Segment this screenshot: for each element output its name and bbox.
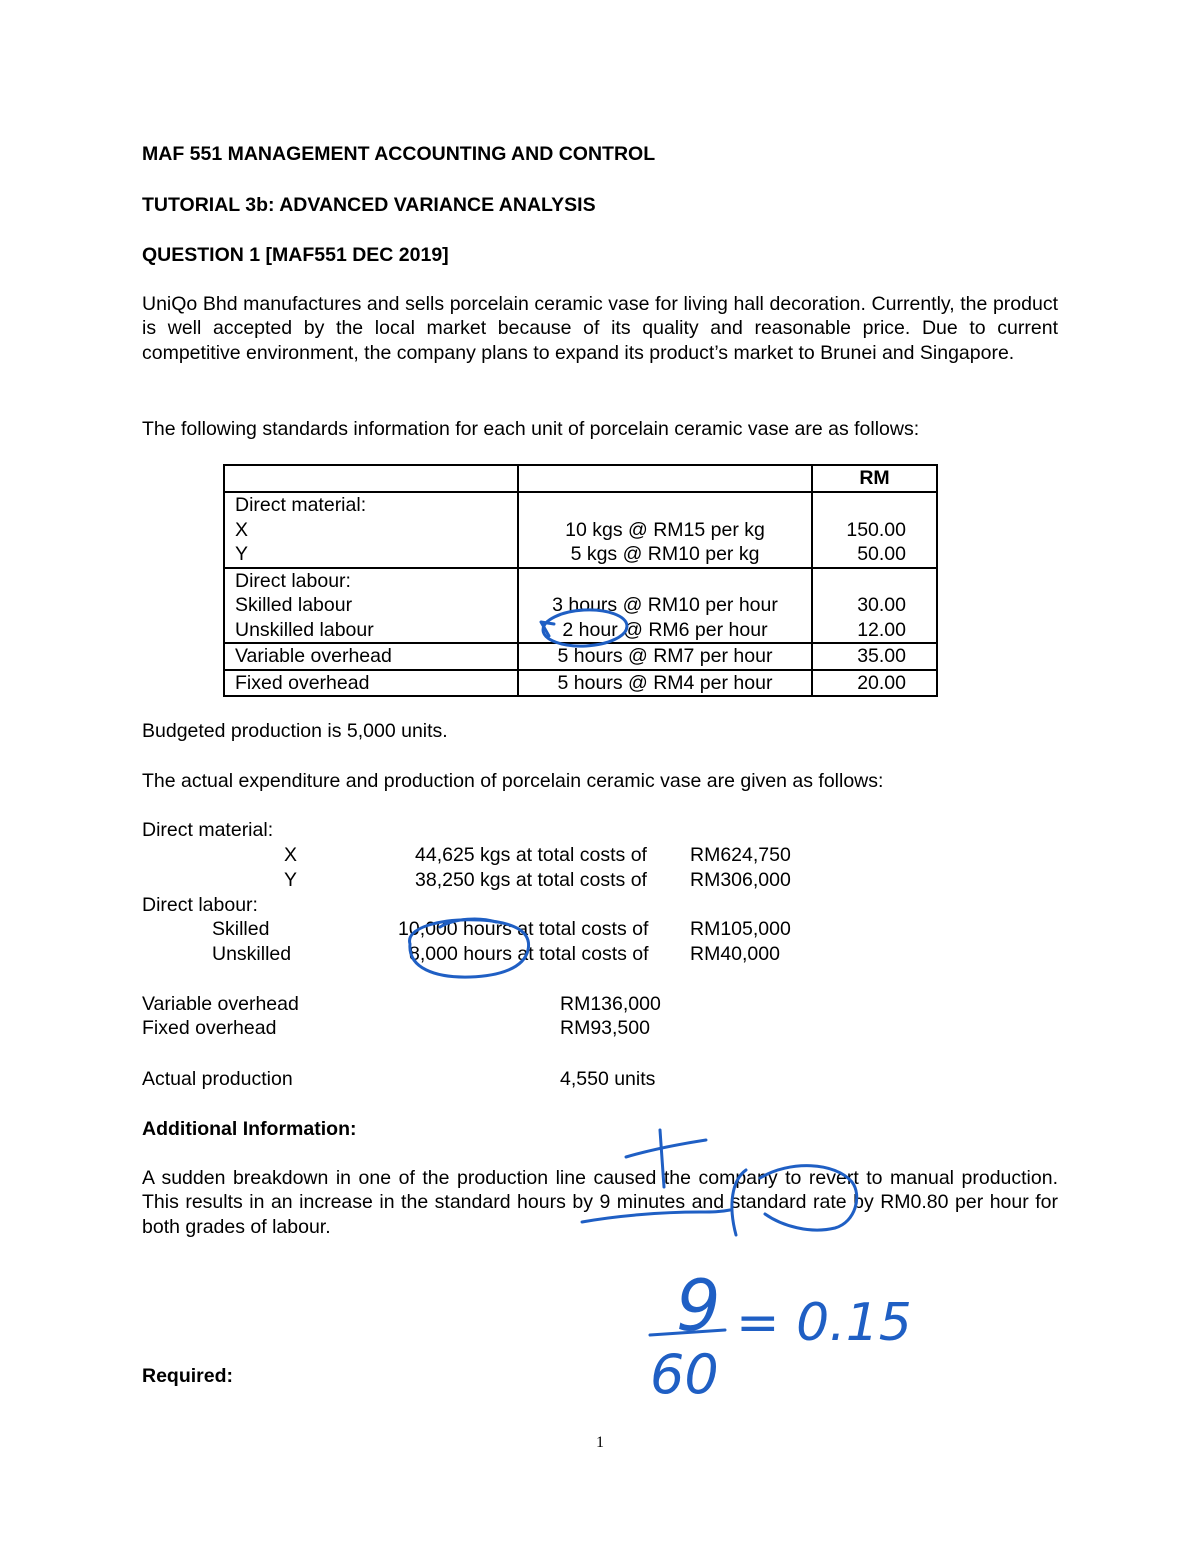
ink-fraction-bar bbox=[650, 1330, 725, 1335]
labour-heading: Direct labour: bbox=[235, 569, 351, 592]
actual-intro: The actual expenditure and production of porcelain ceramic vase are given as follows: bbox=[142, 770, 884, 792]
unskilled-label: Unskilled labour bbox=[235, 618, 374, 641]
actual-foh-value: RM93,500 bbox=[560, 1017, 650, 1039]
course-title: MAF 551 MANAGEMENT ACCOUNTING AND CONTROL bbox=[142, 143, 656, 165]
budgeted-production: Budgeted production is 5,000 units. bbox=[142, 720, 448, 742]
actual-skilled-label: Skilled bbox=[212, 918, 270, 940]
actual-labour-heading: Direct labour: bbox=[142, 894, 258, 916]
actual-skilled-qty: 10,000 hours at total costs of bbox=[398, 918, 649, 940]
actual-unskilled-label: Unskilled bbox=[212, 943, 292, 965]
foh-label: Fixed overhead bbox=[224, 670, 518, 697]
skilled-amount: 30.00 bbox=[857, 594, 906, 616]
additional-paragraph: A sudden breakdown in one of the production line caused the company to revert to manual production. This results in an increase in the standard hours by 9 minutes and standard rate by RM0.80 per hour for both grades of labour. bbox=[142, 1167, 1058, 1238]
actual-production-value: 4,550 units bbox=[560, 1068, 656, 1090]
skilled-label: Skilled labour bbox=[235, 594, 353, 616]
labour-row bbox=[224, 568, 937, 644]
standards-header-row bbox=[224, 465, 937, 492]
material-x-basis: 10 kgs @ RM15 per kg bbox=[565, 518, 765, 541]
actual-material-heading: Direct material: bbox=[142, 819, 274, 841]
material-x-amount: 150.00 bbox=[846, 518, 906, 541]
page-number: 1 bbox=[596, 1434, 604, 1451]
voh-label: Variable overhead bbox=[224, 643, 518, 670]
question-title: QUESTION 1 [MAF551 DEC 2019] bbox=[142, 244, 449, 266]
ink-result: = 0.15 bbox=[736, 1293, 912, 1353]
intro-paragraph: UniQo Bhd manufactures and sells porcelain ceramic vase for living hall decoration. Currently, the product is well accepted by the local market because of its quality and reasonable price. Due to current competitive environment, the company plans to expand its product’s market to Brunei and Singapore. bbox=[142, 293, 1058, 364]
voh-amount: 35.00 bbox=[812, 643, 937, 670]
foh-basis: 5 hours @ RM4 per hour bbox=[518, 670, 812, 697]
actual-y-cost: RM306,000 bbox=[690, 869, 791, 891]
skilled-basis: 3 hours @ RM10 per hour bbox=[552, 594, 778, 616]
foh-row bbox=[224, 670, 937, 697]
actual-x-qty: 44,625 kgs at total costs of bbox=[415, 844, 647, 866]
actual-voh-value: RM136,000 bbox=[560, 993, 661, 1015]
tutorial-title: TUTORIAL 3b: ADVANCED VARIANCE ANALYSIS bbox=[142, 194, 596, 216]
foh-amount: 20.00 bbox=[812, 670, 937, 697]
material-x-label: X bbox=[235, 518, 249, 541]
required-heading: Required: bbox=[142, 1365, 234, 1387]
actual-unskilled-cost: RM40,000 bbox=[690, 943, 780, 965]
material-y-label: Y bbox=[235, 543, 249, 565]
material-y-amount: 50.00 bbox=[857, 543, 906, 565]
material-heading: Direct material: bbox=[235, 494, 367, 516]
additional-heading: Additional Information: bbox=[142, 1118, 357, 1140]
actual-unskilled-qty: 8,000 hours at total costs of bbox=[409, 943, 649, 965]
actual-foh-label: Fixed overhead bbox=[142, 1017, 277, 1039]
ink-fraction-numerator: 9 bbox=[676, 1265, 721, 1347]
actual-voh-label: Variable overhead bbox=[142, 993, 299, 1015]
actual-skilled-cost: RM105,000 bbox=[690, 918, 791, 940]
standards-intro: The following standards information for each unit of porcelain ceramic vase are as follows: bbox=[142, 418, 920, 440]
standards-table bbox=[223, 464, 938, 697]
voh-basis: 5 hours @ RM7 per hour bbox=[518, 643, 812, 670]
rm-header: RM bbox=[812, 465, 937, 492]
actual-x-cost: RM624,750 bbox=[690, 844, 791, 866]
ink-fraction-denominator: 60 bbox=[650, 1343, 719, 1406]
material-row bbox=[224, 492, 937, 568]
actual-x-label: X bbox=[284, 844, 298, 866]
ink-plus-horizontal bbox=[626, 1140, 706, 1157]
actual-y-label: Y bbox=[284, 869, 298, 891]
unskilled-amount: 12.00 bbox=[857, 618, 906, 641]
unskilled-basis: 2 hour @ RM6 per hour bbox=[562, 618, 768, 641]
material-y-basis: 5 kgs @ RM10 per kg bbox=[570, 543, 760, 565]
actual-y-qty: 38,250 kgs at total costs of bbox=[415, 869, 647, 891]
actual-production-label: Actual production bbox=[142, 1068, 293, 1090]
voh-row bbox=[224, 643, 937, 670]
